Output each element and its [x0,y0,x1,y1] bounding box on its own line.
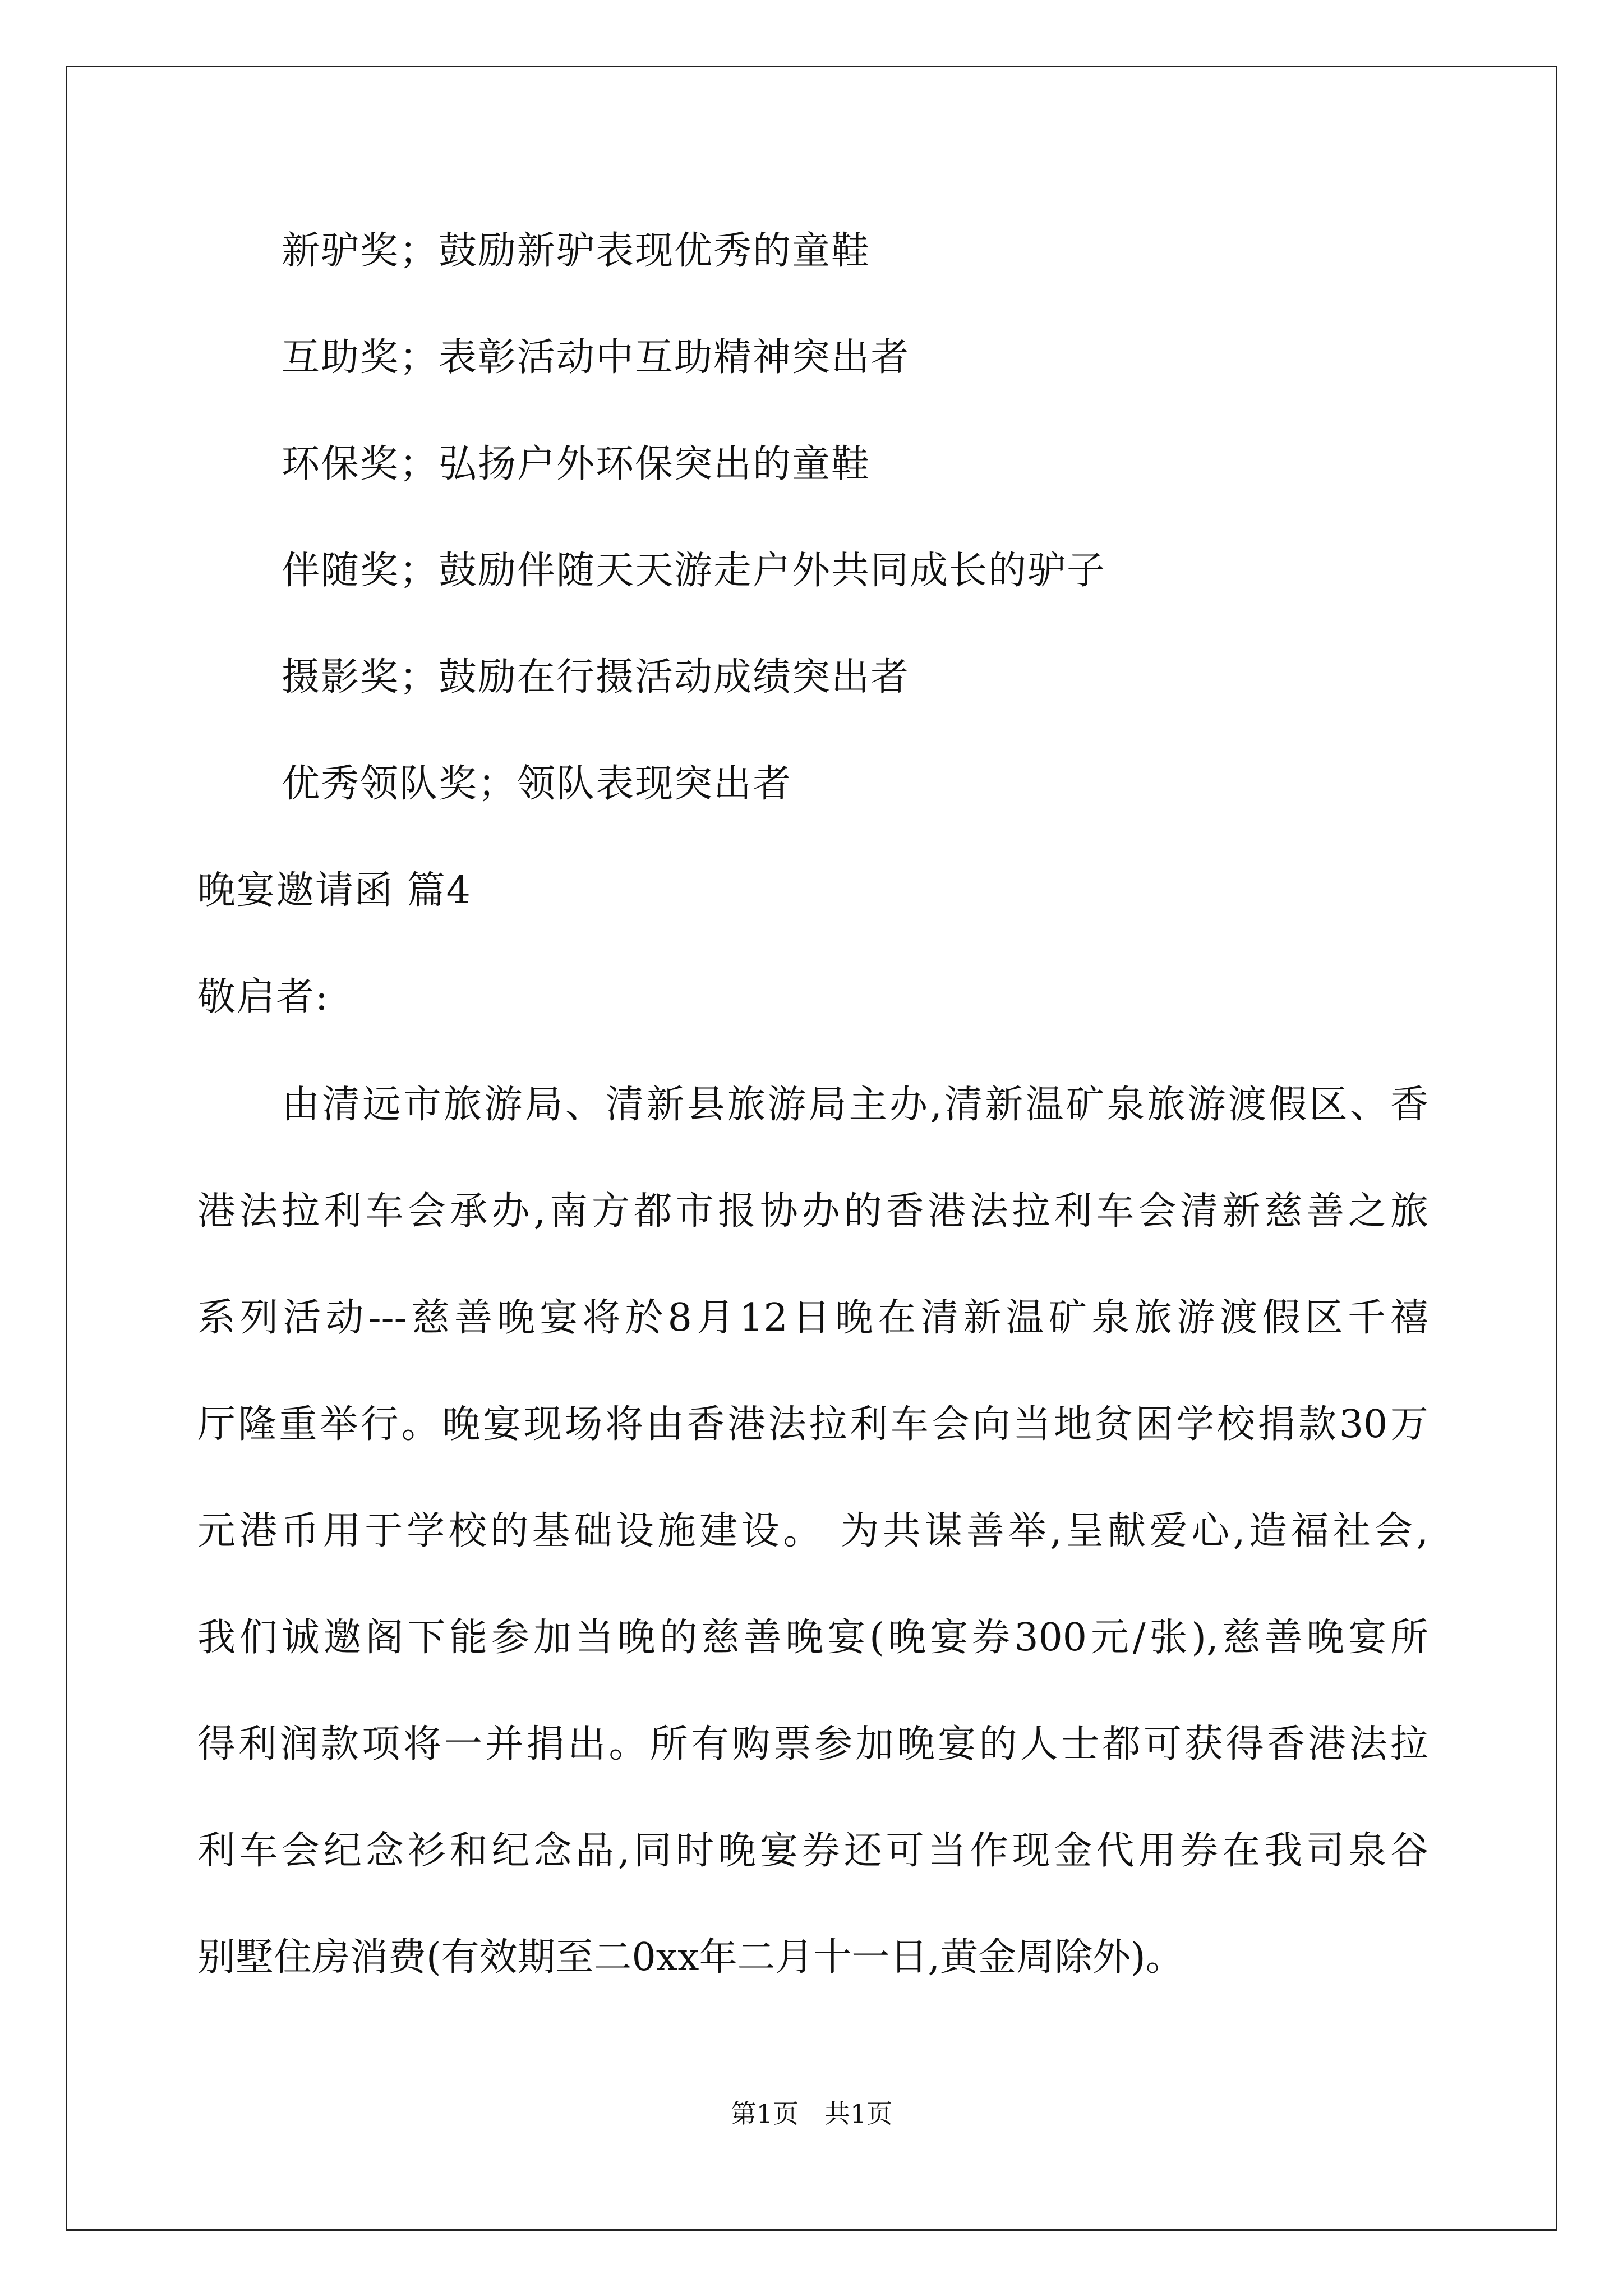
award-line-environment: 环保奖；弘扬户外环保突出的童鞋 [282,442,871,486]
award-line-mutual-help: 互助奖；表彰活动中互助精神突出者 [282,335,910,380]
award-line-companion: 伴随奖；鼓励伴随天天游走户外共同成长的驴子 [282,549,1106,593]
section-heading: 晚宴邀请函 篇4 [197,868,472,913]
body-line-5: 元港币用于学校的基础设施建设。 为共谋善举,呈献爱心,造福社会, [197,1509,1428,1553]
award-line-leader: 优秀领队奖；领队表现突出者 [282,762,792,806]
body-line-4: 厅隆重举行。晚宴现场将由香港法拉利车会向当地贫困学校捐款30万 [197,1402,1428,1447]
body-line-2: 港法拉利车会承办,南方都市报协办的香港法拉利车会清新慈善之旅 [197,1189,1428,1234]
salutation: 敬启者: [197,975,329,1019]
award-line-new: 新驴奖；鼓励新驴表现优秀的童鞋 [282,229,871,273]
award-line-photography: 摄影奖；鼓励在行摄活动成绩突出者 [282,655,910,700]
body-line-8: 利车会纪念衫和纪念品,同时晚宴券还可当作现金代用券在我司泉谷 [197,1829,1428,1873]
page-border [66,66,1557,2231]
body-line-3: 系列活动---慈善晚宴将於8月12日晚在清新温矿泉旅游渡假区千禧 [197,1296,1428,1340]
body-line-9: 别墅住房消费(有效期至二0xx年二月十一日,黄金周除外)。 [197,1935,1184,1980]
body-line-1: 由清远市旅游局、清新县旅游局主办,清新温矿泉旅游渡假区、香 [282,1083,1428,1127]
body-line-7: 得利润款项将一并捐出。所有购票参加晚宴的人士都可获得香港法拉 [197,1722,1428,1766]
page-footer: 第1页 共1页 [730,2099,893,2129]
body-line-6: 我们诚邀阁下能参加当晚的慈善晚宴(晚宴券300元/张),慈善晚宴所 [197,1616,1428,1660]
